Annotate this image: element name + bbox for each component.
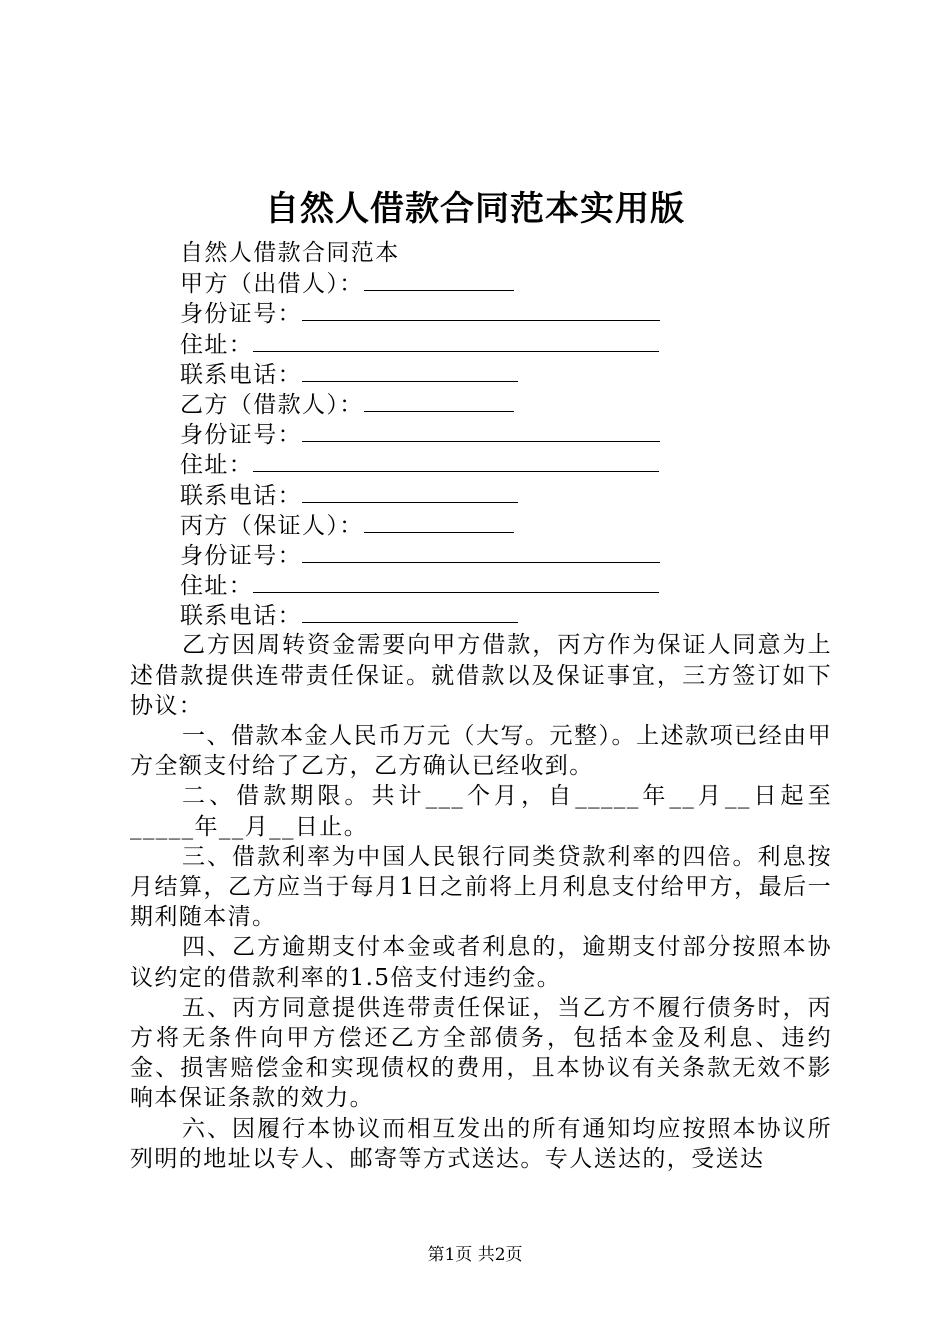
document-title: 自然人借款合同范本实用版 — [265, 189, 685, 229]
guarantor-label: 丙方（保证人）： — [180, 512, 364, 539]
lender-id-blank[interactable] — [302, 298, 660, 321]
guarantor-id-line — [130, 540, 832, 570]
lender-id-line — [130, 298, 832, 328]
guarantor-address-blank[interactable] — [253, 570, 659, 593]
borrower-address-blank[interactable] — [253, 449, 659, 472]
lender-line — [130, 268, 832, 298]
subtitle-line — [130, 238, 832, 268]
borrower-id-label: 身份证号： — [180, 422, 302, 449]
page-footer: 第1页 共2页 — [427, 1245, 523, 1265]
lender-phone-label: 联系电话： — [180, 361, 302, 388]
lender-address-label: 住址： — [180, 331, 254, 358]
lender-blank[interactable] — [364, 268, 514, 291]
guarantor-phone-line — [130, 600, 832, 630]
borrower-id-blank[interactable] — [302, 419, 660, 442]
lender-address-line — [130, 329, 832, 359]
lender-phone-blank[interactable] — [302, 359, 518, 382]
guarantor-phone-blank[interactable] — [302, 600, 518, 623]
borrower-label: 乙方（借款人）： — [180, 391, 364, 418]
borrower-address-label: 住址： — [180, 452, 254, 479]
paragraph-intro: 乙方因周转资金需要向甲方借款，丙方作为保证人同意为上述借款提供连带责任保证。就借款以及保证事宜，三方签订如下协议： — [130, 632, 832, 719]
borrower-line — [130, 389, 832, 419]
guarantor-id-label: 身份证号： — [180, 542, 302, 569]
borrower-address-line — [130, 449, 832, 479]
lender-phone-line — [130, 359, 832, 389]
borrower-phone-blank[interactable] — [302, 480, 518, 503]
lender-address-blank[interactable] — [253, 329, 659, 352]
document-body — [130, 238, 832, 1174]
paragraph-clause-4: 四、乙方逾期支付本金或者利息的，逾期支付部分按照本协议约定的借款利率的1.5倍支付违约金。 — [130, 934, 832, 991]
paragraph-clause-2: 二、借款期限。共计___个月，自_____年__月__日起至_____年__月__日止。 — [130, 783, 832, 840]
lender-label: 甲方（出借人）： — [180, 271, 364, 298]
lender-id-label: 身份证号： — [180, 301, 302, 328]
borrower-id-line — [130, 419, 832, 449]
guarantor-line — [130, 510, 832, 540]
borrower-phone-line — [130, 480, 832, 510]
paragraph-clause-1: 一、借款本金人民币万元（大写。元整）。上述款项已经由甲方全额支付给了乙方，乙方确认已经收到。 — [130, 723, 832, 780]
guarantor-id-blank[interactable] — [302, 540, 660, 563]
guarantor-address-line — [130, 570, 832, 600]
paragraph-clause-6: 六、因履行本协议而相互发出的所有通知均应按照本协议所列明的地址以专人、邮寄等方式送达。专人送达的，受送达 — [130, 1115, 832, 1172]
borrower-blank[interactable] — [364, 389, 514, 412]
borrower-phone-label: 联系电话： — [180, 482, 302, 509]
paragraph-clause-5: 五、丙方同意提供连带责任保证，当乙方不履行债务时，丙方将无条件向甲方偿还乙方全部债务，包括本金及利息、违约金、损害赔偿金和实现债权的费用，且本协议有关条款无效不影响本保证条款的效力。 — [130, 994, 832, 1112]
guarantor-blank[interactable] — [364, 510, 514, 533]
guarantor-phone-label: 联系电话： — [180, 603, 302, 630]
subtitle: 自然人借款合同范本 — [180, 240, 400, 266]
guarantor-address-label: 住址： — [180, 573, 254, 600]
paragraph-clause-3: 三、借款利率为中国人民银行同类贷款利率的四倍。利息按月结算，乙方应当于每月1日之前将上月利息支付给甲方，最后一期利随本清。 — [130, 843, 832, 931]
